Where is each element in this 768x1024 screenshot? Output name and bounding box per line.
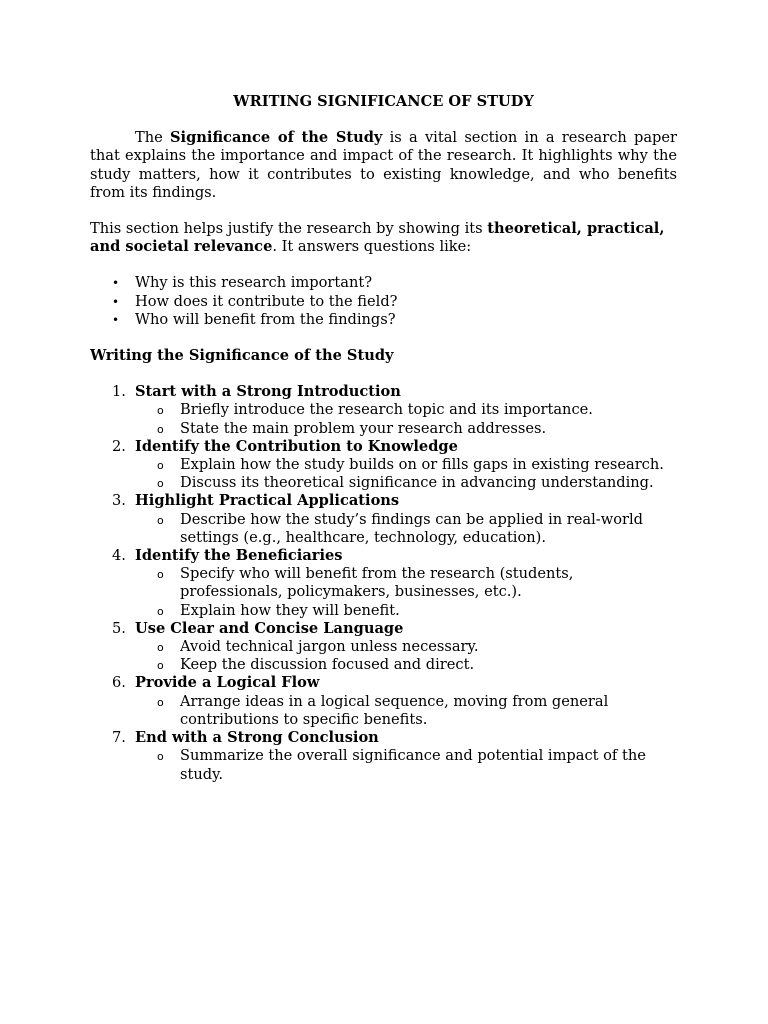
step-point xyxy=(135,602,677,620)
bullet-icon: • xyxy=(112,294,120,309)
circle-bullet-icon: o xyxy=(157,750,164,764)
question-text: How does it contribute to the field? xyxy=(135,292,398,310)
step-item xyxy=(90,620,677,675)
step-point xyxy=(135,456,677,474)
circle-bullet-icon: o xyxy=(157,659,164,673)
justify-bold-term: theoretical, practical, and societal relevance xyxy=(90,220,665,256)
step-item xyxy=(90,383,677,438)
step-item xyxy=(90,438,677,493)
question-item xyxy=(90,293,677,311)
step-point-text: State the main problem your research addresses. xyxy=(180,419,547,437)
step-item xyxy=(90,729,677,784)
step-point xyxy=(135,401,677,419)
step-point xyxy=(135,511,677,547)
step-number: 2. xyxy=(112,437,126,455)
step-number: 5. xyxy=(112,619,126,637)
step-points-list xyxy=(135,401,677,437)
step-item xyxy=(90,674,677,729)
circle-bullet-icon: o xyxy=(157,477,164,491)
step-title: End with a Strong Conclusion xyxy=(135,729,379,747)
step-point-text: Arrange ideas in a logical sequence, moving from general contributions to specific benefits. xyxy=(180,692,609,728)
justify-paragraph xyxy=(90,220,677,256)
step-point-text: Explain how the study builds on or fills gaps in existing research. xyxy=(180,456,664,474)
step-point xyxy=(135,474,677,492)
step-item xyxy=(90,492,677,547)
step-number: 3. xyxy=(112,492,126,510)
bullet-icon: • xyxy=(112,276,120,291)
step-points-list xyxy=(135,638,677,674)
circle-bullet-icon: o xyxy=(157,604,164,618)
intro-text-end: is a vital section in a research paper that explains the importance and impact of the research. It highlights why the study matters, how it contributes to existing knowledge, and who benefits from its findings. xyxy=(90,129,677,201)
step-title: Use Clear and Concise Language xyxy=(135,619,404,637)
step-title: Identify the Contribution to Knowledge xyxy=(135,437,458,455)
justify-text-end: . It answers questions like: xyxy=(272,238,472,256)
step-title: Provide a Logical Flow xyxy=(135,674,320,692)
step-point xyxy=(135,420,677,438)
step-point-text: Briefly introduce the research topic and its importance. xyxy=(180,401,593,419)
step-point xyxy=(135,638,677,656)
step-point-text: Avoid technical jargon unless necessary. xyxy=(180,638,479,656)
step-point-text: Keep the discussion focused and direct. xyxy=(180,656,475,674)
step-points-list xyxy=(135,565,677,620)
step-point-text: Specify who will benefit from the research (students, professionals, policymakers, businesses, etc.). xyxy=(180,565,574,601)
intro-paragraph xyxy=(90,129,677,202)
question-text: Who will benefit from the findings? xyxy=(135,310,396,328)
document-title: WRITING SIGNIFICANCE OF STUDY xyxy=(233,93,534,110)
step-points-list xyxy=(135,456,677,492)
step-number: 4. xyxy=(112,547,126,565)
bullet-icon: • xyxy=(112,312,120,327)
circle-bullet-icon: o xyxy=(157,513,164,527)
step-point xyxy=(135,656,677,674)
steps-list xyxy=(90,383,677,783)
step-point xyxy=(135,693,677,729)
step-points-list xyxy=(135,511,677,547)
step-point-text: Discuss its theoretical significance in advancing understanding. xyxy=(180,474,654,492)
circle-bullet-icon: o xyxy=(157,641,164,655)
circle-bullet-icon: o xyxy=(157,568,164,582)
question-text: Why is this research important? xyxy=(135,274,373,292)
questions-list xyxy=(90,274,677,329)
step-number: 1. xyxy=(112,383,126,401)
step-points-list xyxy=(135,693,677,729)
step-point-text: Explain how they will benefit. xyxy=(180,601,400,619)
section-subheading: Writing the Significance of the Study xyxy=(90,347,394,365)
question-item xyxy=(90,311,677,329)
step-title: Start with a Strong Introduction xyxy=(135,383,401,401)
step-title: Identify the Beneficiaries xyxy=(135,547,343,565)
step-point xyxy=(135,565,677,601)
step-points-list xyxy=(135,747,677,783)
step-point-text: Describe how the study’s findings can be applied in real-world settings (e.g., healthcare, technology, education). xyxy=(180,510,643,546)
question-item xyxy=(90,274,677,292)
circle-bullet-icon: o xyxy=(157,404,164,418)
circle-bullet-icon: o xyxy=(157,695,164,709)
step-title: Highlight Practical Applications xyxy=(135,492,400,510)
intro-text-start: The xyxy=(135,129,170,147)
step-point xyxy=(135,747,677,783)
justify-text-start: This section helps justify the research by showing its xyxy=(90,220,488,238)
document-page xyxy=(90,93,677,784)
intro-bold-term: Significance of the Study xyxy=(170,129,383,147)
step-number: 6. xyxy=(112,674,126,692)
circle-bullet-icon: o xyxy=(157,422,164,436)
step-number: 7. xyxy=(112,729,126,747)
step-item xyxy=(90,547,677,620)
step-point-text: Summarize the overall significance and potential impact of the study. xyxy=(180,747,646,783)
circle-bullet-icon: o xyxy=(157,459,164,473)
